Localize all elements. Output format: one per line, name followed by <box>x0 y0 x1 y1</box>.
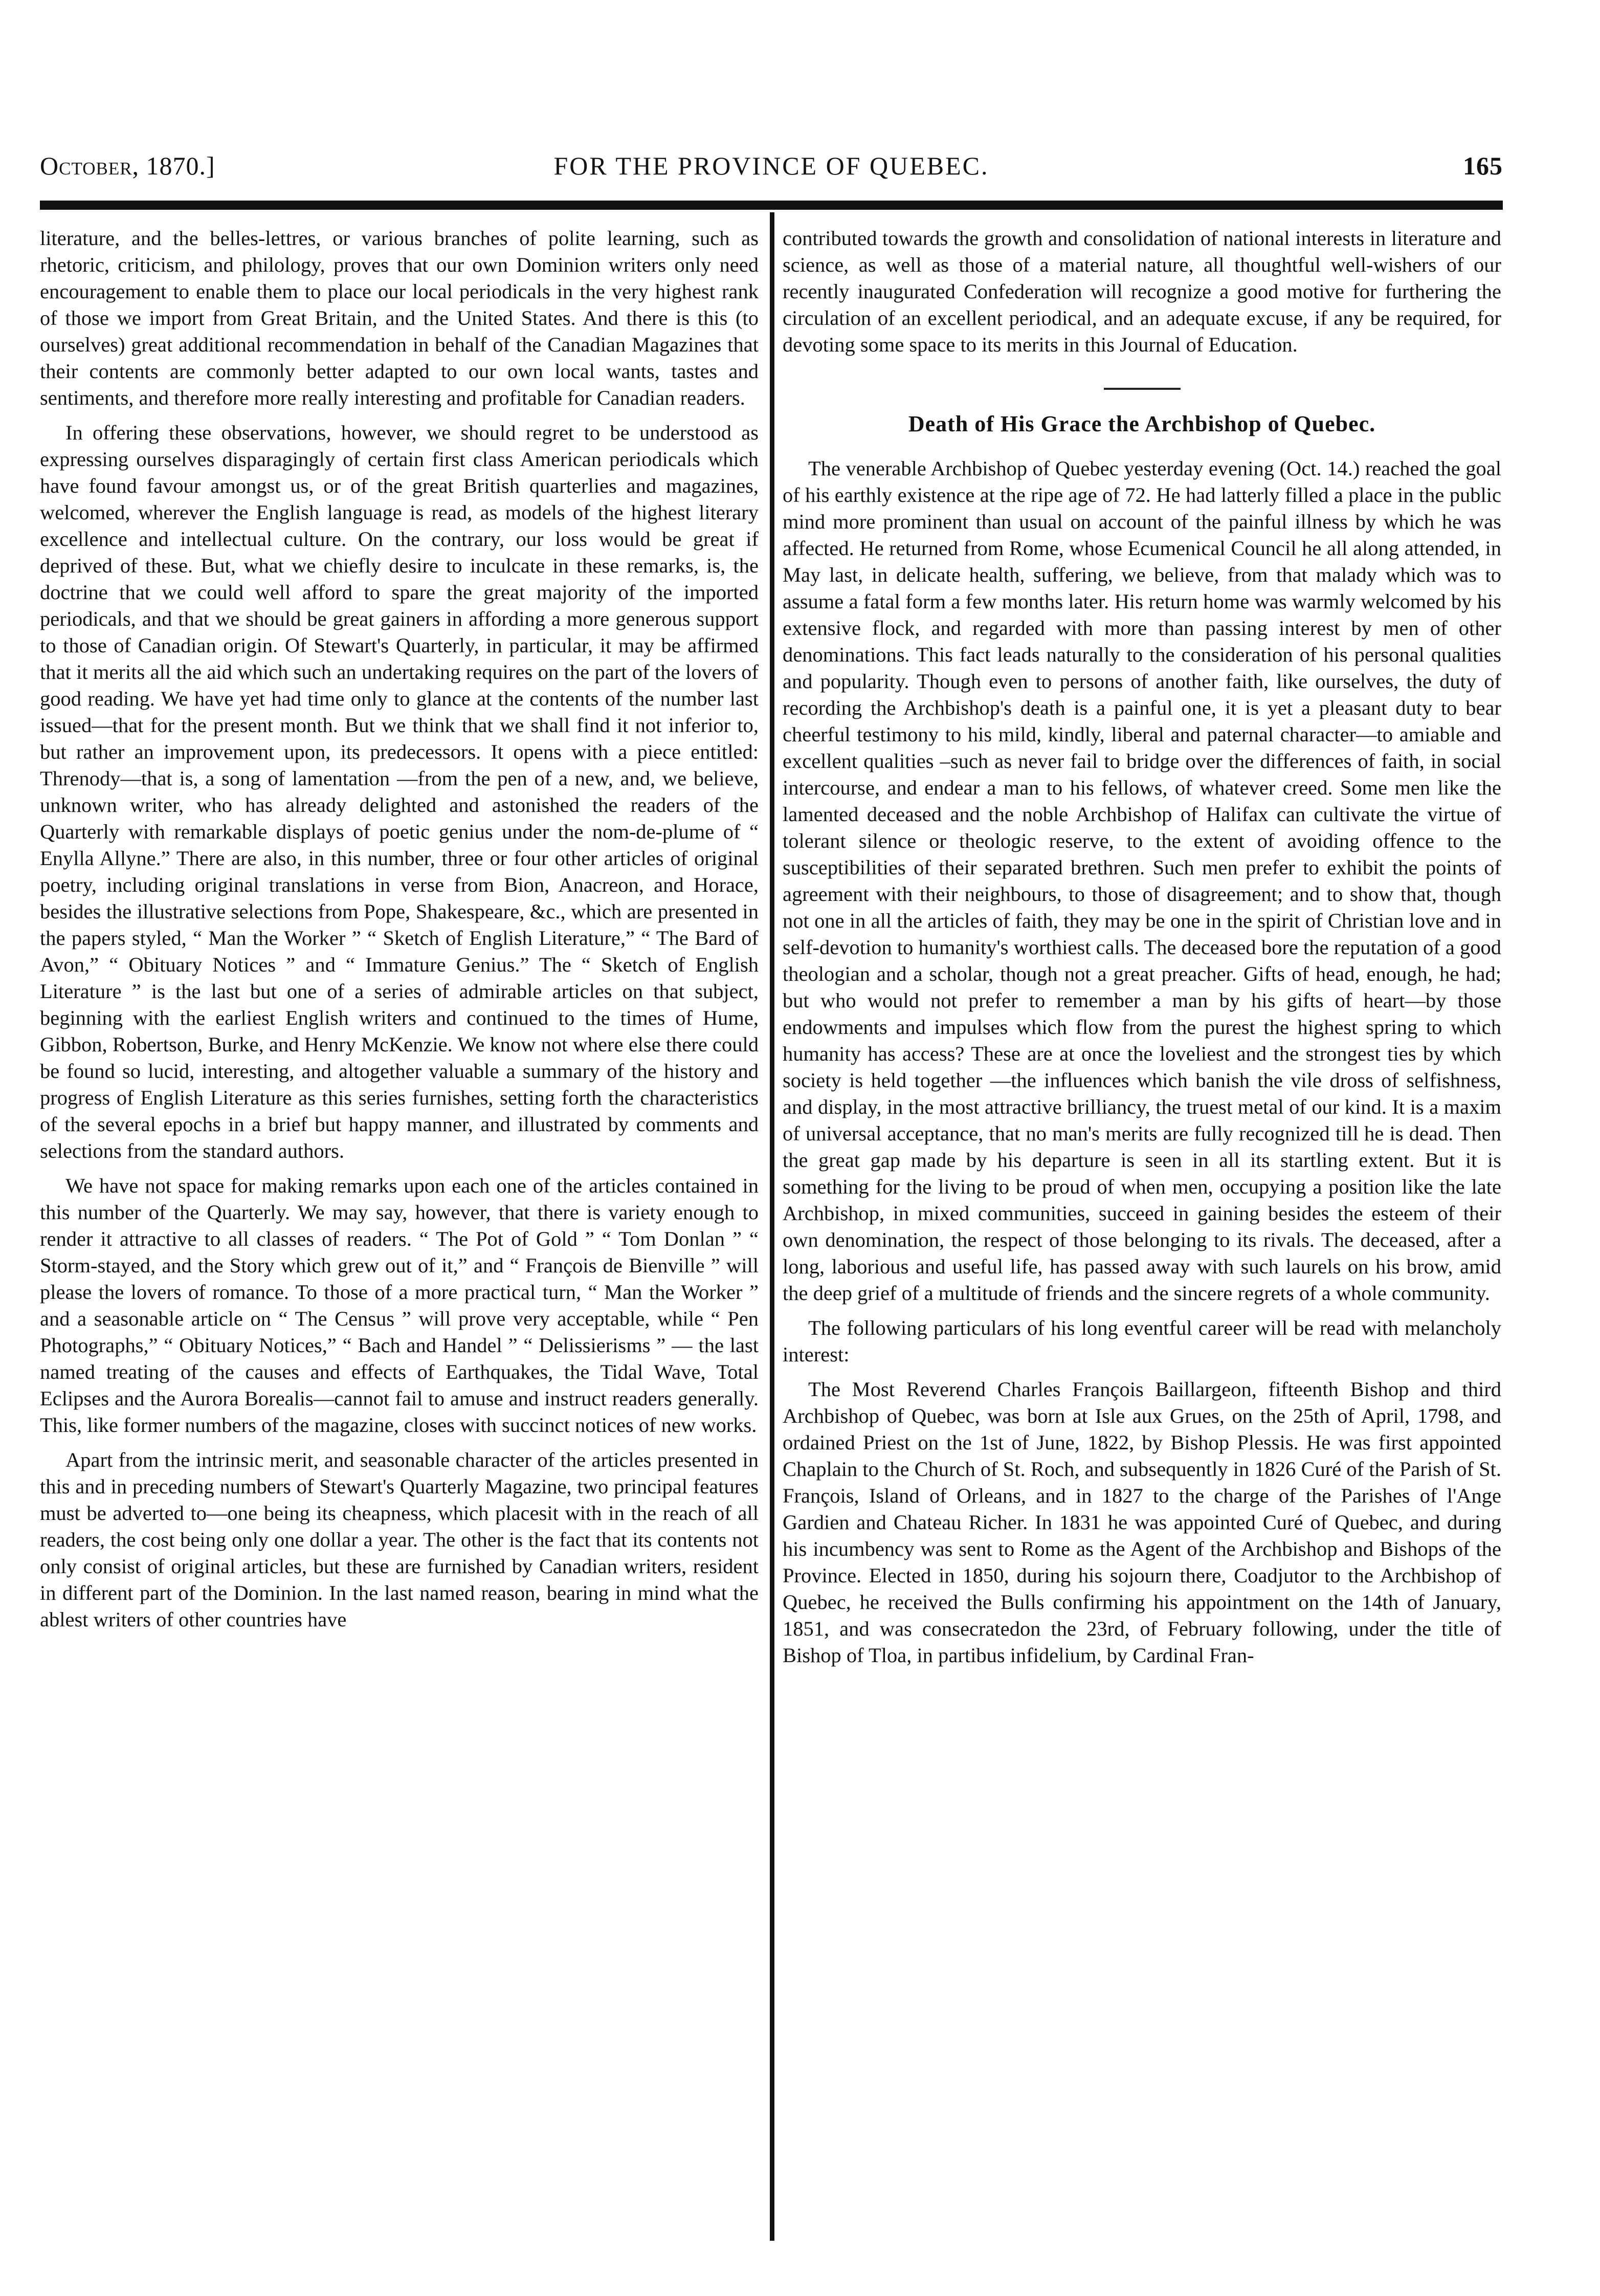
paragraph: Apart from the intrinsic merit, and seasonable character of the articles presented in this and in preceding numbers of Stewart's Quarterly Magazine, two principal features must be adverted to—one being its cheapness, which placesit with in the reach of all readers, the cost being only one dollar a year. The other is the fact that its contents not only consist of original articles, but these are furnished by Canadian writers, resident in different part of the Dominion. In the last named reason, bearing in mind what the ablest writers of other countries have <box>40 1448 759 1631</box>
section-separator <box>1104 388 1181 390</box>
paragraph: In offering these observations, however, we should regret to be understood as expressing ourselves disparagingly of certain first class American periodicals which have found favour amongst us, or of the great British quarterlies and magazines, welcomed, wherever the English language is read, as models of the highest literary excellence and intellectual culture. On the contrary, our loss would be great if deprived of these. But, what we chiefly desire to inculcate in these remarks, is, the doctrine that we could well afford to spare the great majority of the imported periodicals, and that we should be great gainers in affording a more generous support to those of Canadian origin. Of Stewart's Quarterly, in particular, it may be affirmed that it merits all the aid which such an undertaking requires on the part of the lovers of good reading. We have yet had time only to glance at the contents of the number last issued—that for the present month. But we think that we shall find it not inferior to, but rather an improvement upon, its predecessors. It opens with a piece entitled: Threnody—that is, a song of lamentation —from the pen of a new, and, we believe, unknown writer, who has already delighted and astonished the readers of the Quarterly with remarkable displays of poetic genius under the nom-de-plume of “ Enylla Allyne.” There are also, in this number, three or four other articles of original poetry, including original translations in verse from Bion, Anacreon, and Horace, besides the illustrative selections from Pope, Shakespeare, &c., which are presented in the papers styled, “ Man the Worker ” “ Sketch of English Literature,” “ The Bard of Avon,” “ Obituary Notices ” and “ Immature Genius.” The “ Sketch of English Literature ” is the last but one of a series of admirable articles on that subject, beginning with the earliest English writers and continued to the times of Hume, Gibbon, Robertson, Burke, and Henry McKenzie. We know not where else there could be found so lucid, interesting, and altogether valuable a summary of the history and progress of English Literature as this series furnishes, setting forth the characteristics of the several epochs in a brief but happy manner, and illustrated by comments and selections from the standard authors. <box>40 421 759 1162</box>
paragraph: The Most Reverend Charles François Baillargeon, fifteenth Bishop and third Archbishop of Quebec, was born at Isle aux Grues, on the 25th of April, 1798, and ordained Priest on the 1st of June, 1822, by Bishop Plessis. He was first appointed Chaplain to the Church of St. Roch, and subsequently in 1826 Curé of the Parish of St. François, Island of Orleans, and in 1827 to the charge of the Parishes of l'Ange Gardien and Chateau Richer. In 1831 he was appointed Curé of Quebec, and during his incumbency was sent to Rome as the Agent of the Archbishop and Bishops of the Province. Elected in 1850, during his sojourn there, Coadjutor to the Archbishop of Quebec, he received the Bulls confirming his appointment on the 14th of January, 1851, and was consecratedon the 23rd, of February following, under the title of Bishop of Tloa, in partibus infidelium, by Cardinal Fran- <box>783 1378 1501 1667</box>
left-column <box>40 225 759 1641</box>
paragraph: The following particulars of his long eventful career will be read with melancholy interest: <box>783 1316 1501 1366</box>
paragraph: The venerable Archbishop of Quebec yesterday evening (Oct. 14.) reached the goal of his earthly existence at the ripe age of 72. He had latterly filled a place in the public mind more prominent than usual on account of the painful illness by which he was affected. He returned from Rome, whose Ecumenical Council he all along attended, in May last, in delicate health, suffering, we believe, from that malady which was to assume a fatal form a few months later. His return home was warmly welcomed by his extensive flock, and regarded with more than passing interest by men of other denominations. This fact leads naturally to the consideration of his personal qualities and popularity. Though even to persons of another faith, like ourselves, the duty of recording the Archbishop's death is a painful one, it is yet a pleasant duty to bear cheerful testimony to his mild, kindly, liberal and paternal character—to amiable and excellent qualities –such as never fail to bridge over the differences of faith, in social intercourse, and endear a man to his fellows, of whatever creed. Some men like the lamented deceased and the noble Archbishop of Halifax can cultivate the virtue of tolerant silence or theologic reserve, to the extent of avoiding offence to the susceptibilities of their separated brethren. Such men prefer to exhibit the points of agreement with their neighbours, to those of disagreement; and to show that, though not one in all the articles of faith, they may be one in the spirit of Christian love and in self-devotion to humanity's worthiest calls. The deceased bore the reputation of a good theologian and a scholar, though not a great preacher. Gifts of head, enough, he had; but who would not prefer to remember a man by his gifts of heart—by those endowments and impulses which flow from the purest the highest spring to which humanity has access? These are at once the loveliest and the strongest ties by which society is held together —the influences which banish the vile dross of selfishness, and display, in the most attractive brilliancy, the truest metal of our kind. It is a maxim of universal acceptance, that no man's merits are fully recognized till he is dead. Then the great gap made by his departure is seen in all its startling extent. But it is something for the living to be proud of when men, occupying a position like the late Archbishop, in mixed communities, succeed in gaining besides the esteem of their own denomination, the respect of those belonging to its rivals. The deceased, after a long, laborious and useful life, has passed away with such laurels on his brow, amid the deep grief of a multitude of friends and the sincere regrets of a whole community. <box>783 457 1501 1305</box>
paragraph: literature, and the belles-lettres, or various branches of polite learning, such as rhetoric, criticism, and philology, proves that our own Dominion writers only need encouragement to enable them to place our local periodicals in the very highest rank of those we import from Great Britain, and the United States. And there is this (to ourselves) great additional recommendation in behalf of the Canadian Magazines that their contents are commonly better adapted to our own local wants, tastes and sentiments, and therefore more really interesting and profitable for Canadian readers. <box>40 227 759 409</box>
header-title: FOR THE PROVINCE OF QUEBEC. <box>553 151 989 180</box>
page-number: 165 <box>1463 151 1503 180</box>
paragraph: We have not space for making remarks upon each one of the articles contained in this number of the Quarterly. We may say, however, that there is variety enough to render it attractive to all classes of readers. “ The Pot of Gold ” “ Tom Donlan ” “ Storm-stayed, and the Story which grew out of it,” and “ François de Bienville ” will please the lovers of romance. To those of a more practical turn, “ Man the Worker ” and a seasonable article on “ The Census ” will prove very acceptable, while “ Pen Photographs,” “ Obituary Notices,” “ Bach and Handel ” “ Delissierisms ” — the last named treating of the causes and effects of Earthquakes, the Tidal Wave, Total Eclipses and the Aurora Borealis—cannot fail to amuse and instruct readers generally. This, like former numbers of the magazine, closes with succinct notices of new works. <box>40 1174 759 1437</box>
header-date: October, 1870.] <box>40 151 215 180</box>
right-column <box>783 225 1501 1677</box>
article-title: Death of His Grace the Archbishop of Quebec. <box>908 411 1376 436</box>
paragraph: contributed towards the growth and consolidation of national interests in literature and science, as well as those of a material nature, all thoughtful well-wishers of our recently inaugurated Confederation will recognize a good motive for furthering the circulation of an excellent periodical, and an adequate excuse, if any be required, for devoting some space to its merits in this Journal of Education. <box>783 227 1501 356</box>
running-header <box>40 146 1503 187</box>
header-rule <box>40 201 1503 210</box>
column-divider <box>770 212 774 2241</box>
